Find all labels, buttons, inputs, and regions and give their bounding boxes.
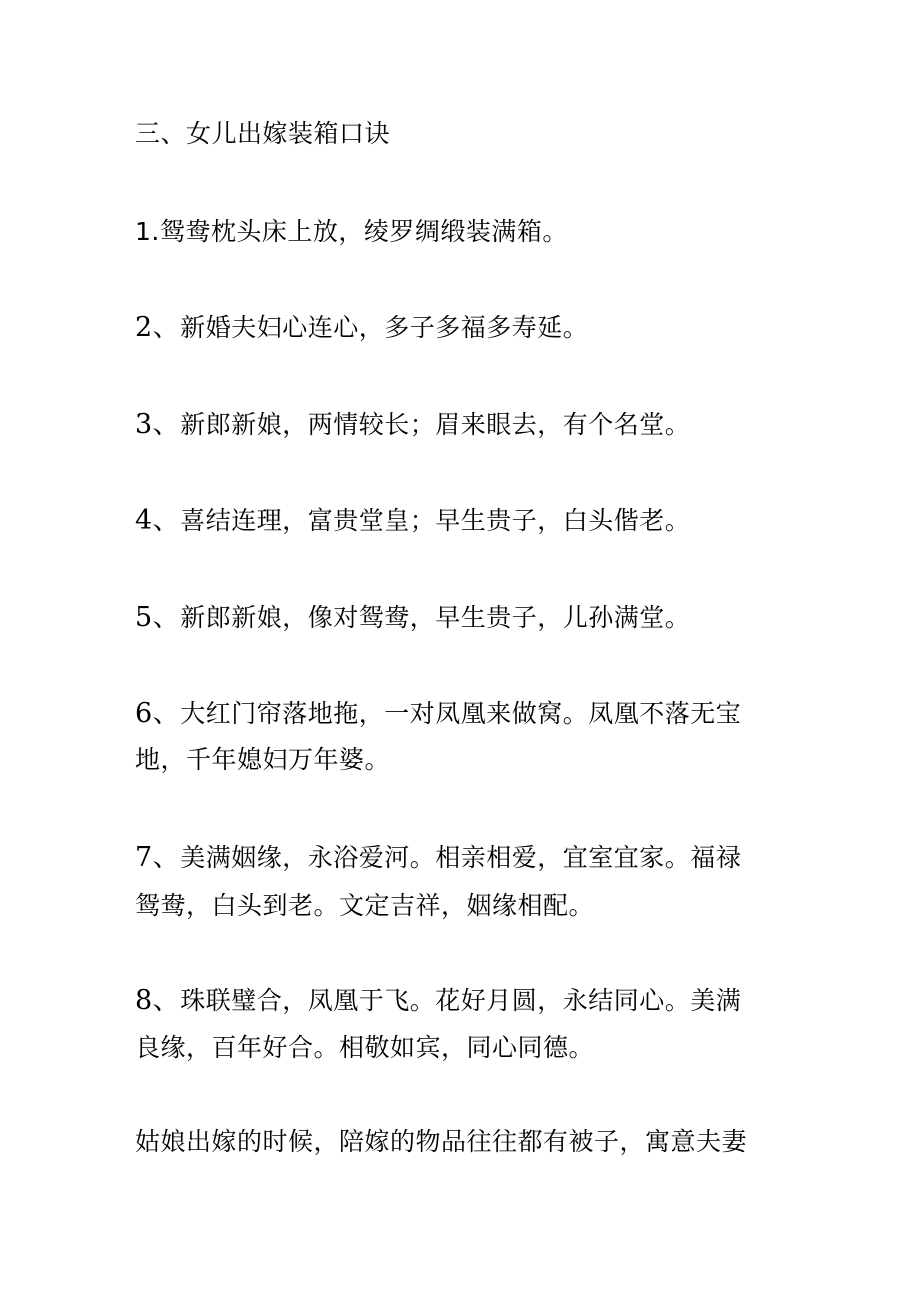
list-item	[135, 977, 785, 1025]
item-text: 喜结连理，富贵堂皇；早生贵子，白头偕老。	[180, 506, 691, 535]
item-text-line2: 鸳鸯，白头到老。文定吉祥，姻缘相配。	[135, 891, 595, 920]
section-heading: 三、女儿出嫁装箱口诀	[135, 119, 391, 148]
item-text: 鸳鸯枕头床上放，绫罗绸缎装满箱。	[159, 217, 568, 246]
item-number: 5、	[135, 602, 181, 633]
list-item	[135, 594, 785, 642]
list-item	[135, 690, 785, 738]
list-item	[135, 497, 785, 545]
item-text-line2: 地，千年媳妇万年婆。	[135, 745, 391, 774]
item-number: 6、	[135, 698, 181, 729]
item-number: 7、	[135, 842, 181, 873]
item-text-line1: 大红门帘落地拖，一对凤凰来做窝。凤凰不落无宝	[180, 699, 742, 728]
item-text: 新婚夫妇心连心，多子多福多寿延。	[180, 313, 589, 342]
list-item	[135, 834, 785, 882]
item-text-line1: 美满姻缘，永浴爱河。相亲相爱，宜室宜家。福禄	[180, 843, 742, 872]
item-text-line2: 良缘，百年好合。相敬如宾，同心同德。	[135, 1033, 595, 1062]
list-item-continuation	[135, 736, 785, 784]
list-item-continuation	[135, 882, 785, 930]
closing-paragraph: 姑娘出嫁的时候，陪嫁的物品往往都有被子，寓意夫妻	[135, 1127, 748, 1156]
item-text: 新郎新娘，像对鸳鸯，早生贵子，儿孙满堂。	[180, 603, 691, 632]
item-number: 2、	[135, 312, 181, 343]
list-item	[135, 304, 785, 352]
list-item-continuation	[135, 1024, 785, 1072]
item-number: 4、	[135, 505, 181, 536]
item-number: 3、	[135, 409, 181, 440]
item-text-line1: 珠联璧合，凤凰于飞。花好月圆，永结同心。美满	[180, 986, 742, 1015]
list-item	[135, 208, 785, 256]
item-text: 新郎新娘，两情较长；眉来眼去，有个名堂。	[180, 410, 691, 439]
list-item	[135, 401, 785, 449]
item-number: 1.	[135, 217, 160, 246]
item-number: 8、	[135, 985, 181, 1016]
